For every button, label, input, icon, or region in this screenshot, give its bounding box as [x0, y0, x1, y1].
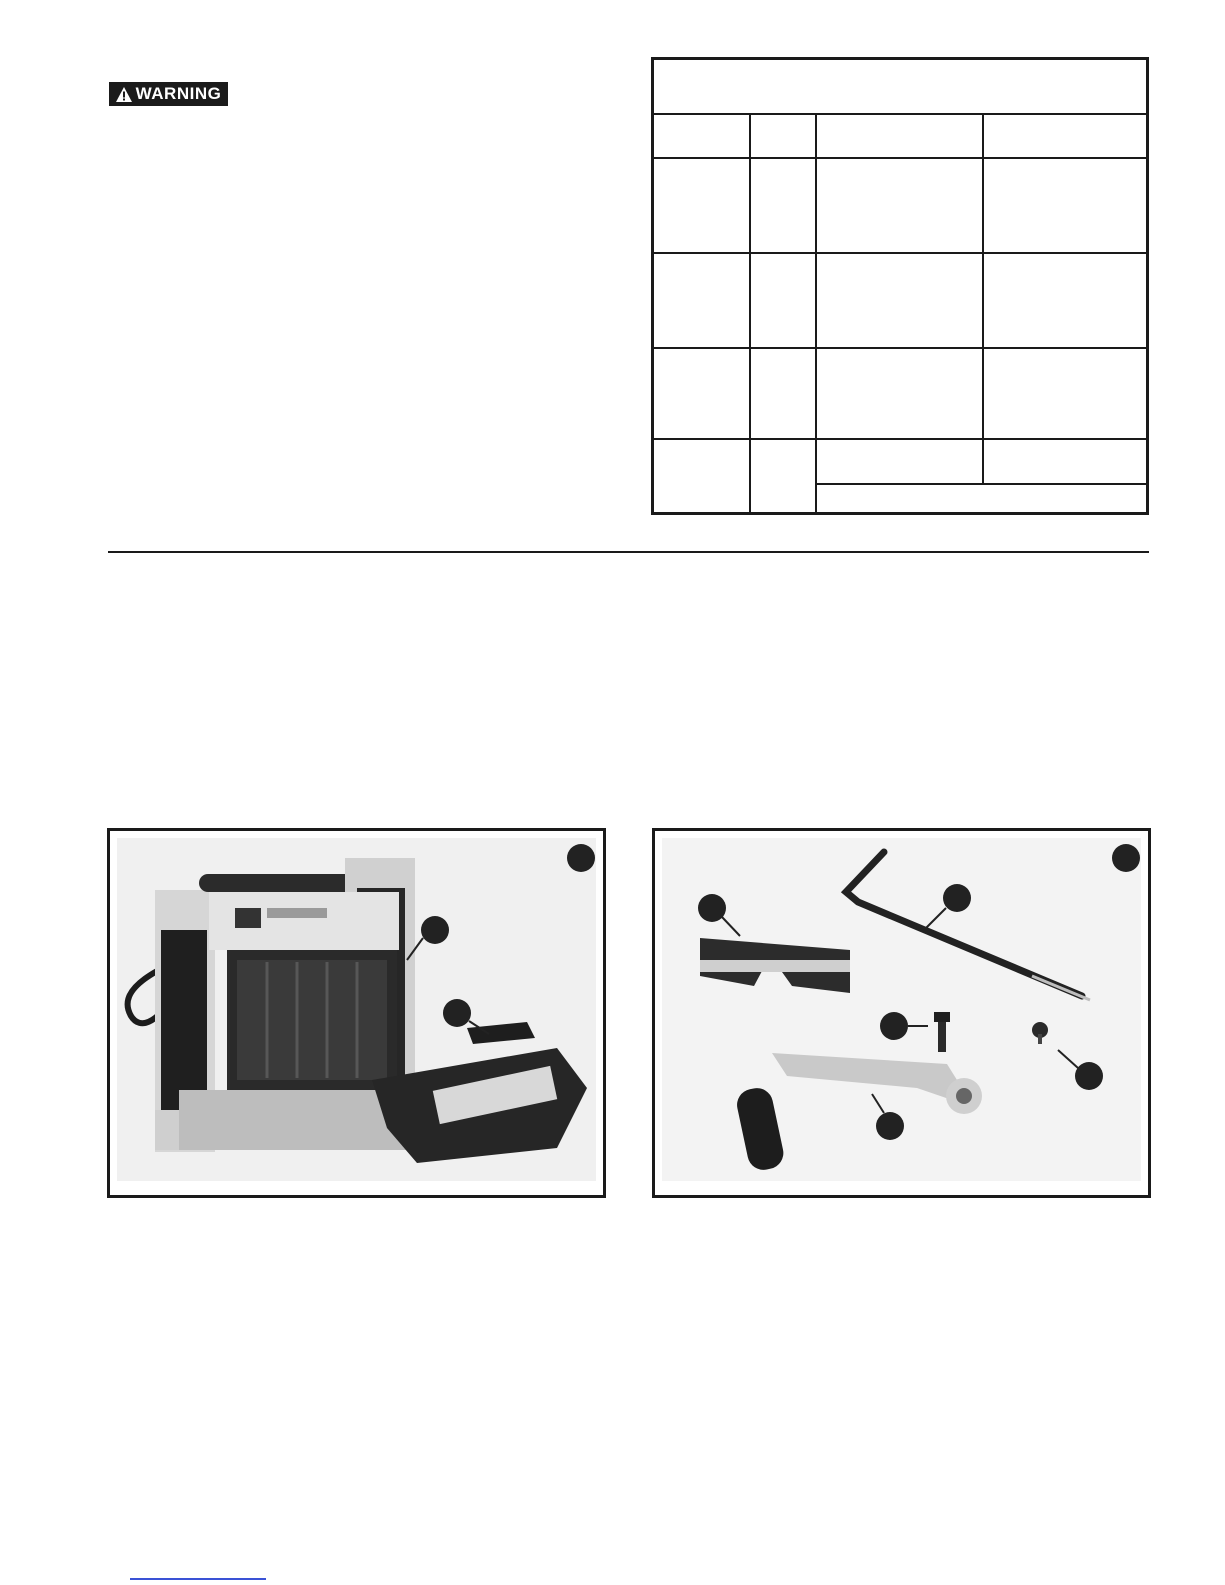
- table-row-divider: [654, 438, 1146, 440]
- footer-link[interactable]: [130, 1578, 266, 1580]
- table-column-divider: [749, 113, 751, 513]
- table-row-divider: [654, 157, 1146, 159]
- callout-marker: [876, 1112, 904, 1140]
- figure-number-marker: [1112, 844, 1140, 872]
- section-divider: [108, 551, 1149, 553]
- warning-triangle-icon: [116, 87, 132, 102]
- figure-parts-photo: [662, 838, 1141, 1181]
- warning-badge: [109, 82, 228, 106]
- figure-parts: [652, 828, 1151, 1198]
- spec-table: [651, 57, 1149, 515]
- callout-marker: [943, 884, 971, 912]
- callout-marker: [443, 999, 471, 1027]
- figure-planer-photo: [117, 838, 596, 1181]
- figure-number-marker: [567, 844, 595, 872]
- callout-marker: [421, 916, 449, 944]
- table-column-divider: [815, 113, 817, 513]
- warning-label: WARNING: [135, 84, 222, 103]
- callout-marker: [880, 1012, 908, 1040]
- table-row-divider: [654, 347, 1146, 349]
- parts-illustration: [662, 838, 1145, 1181]
- figure-planer: [107, 828, 606, 1198]
- callout-marker: [1075, 1062, 1103, 1090]
- table-column-divider: [982, 113, 984, 485]
- table-row-divider: [654, 252, 1146, 254]
- table-header-divider: [654, 113, 1146, 115]
- planer-illustration: [117, 838, 600, 1181]
